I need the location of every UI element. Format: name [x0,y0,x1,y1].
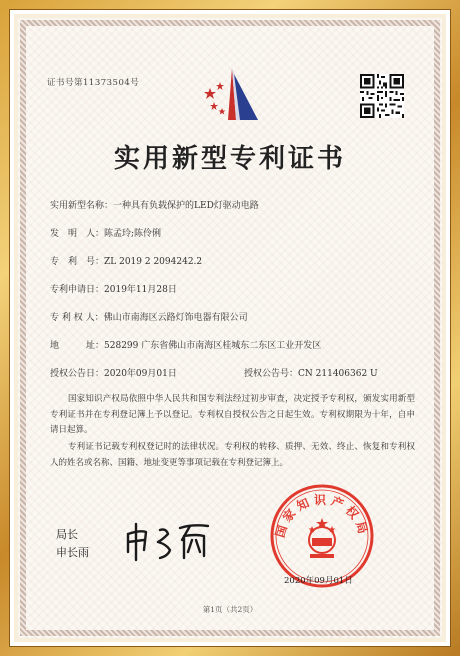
certificate-title: 实用新型专利证书 [113,144,346,174]
address-row [50,338,321,351]
inventor-value: 陈孟玲;陈伶俐 [104,229,162,239]
director-signature-icon [122,520,218,562]
announce-number-value: CN 211406362 U [298,369,378,379]
field-label: 授权公告号： [244,369,299,379]
announce-number-row [244,366,378,379]
patentee-value: 佛山市南海区云路灯饰电器有限公司 [103,313,248,323]
utility-model-name-row [50,198,259,211]
field-label: 实用新型名称： [50,201,114,211]
patent-number-row [50,254,202,267]
field-label: 专利申请日： [50,285,105,295]
director-title: 局长 [56,528,78,541]
filing-date-row [50,282,177,295]
paragraph-legal-status: 专利证书记载专利权登记时的法律状况。专利权的转移、质押、无效、终止、恢复和专利权人的姓名或名称、国籍、地址变更等事项记载在专利登记簿上。 [50,442,415,468]
announce-date-row [50,366,177,379]
field-label: 授权公告日： [50,369,105,379]
field-label: 地 址： [50,341,105,351]
field-label: 发 明 人： [50,229,105,239]
address-value: 528299 广东省佛山市南海区桂城东二东区工业开发区 [104,341,322,351]
director-name: 申长雨 [56,546,89,559]
filing-date-value: 2019年11月28日 [104,285,177,295]
cnipa-logo-icon [198,64,262,124]
field-label: 专 利 号： [50,257,105,267]
inventor-row [50,226,161,239]
qr-code-icon [360,74,404,118]
page-footer: 第1页（共2页） [202,605,258,614]
paragraph-grant: 国家知识产权局依照中华人民共和国专利法经过初步审查，决定授予专利权，颁发实用新型专利证书并在专利登记簿上予以登记。专利权自授权公告之日起生效。专利权期限为十年，自申请日起算。 [50,394,415,435]
field-label: 专 利 权 人： [50,313,104,323]
announce-date-value: 2020年09月01日 [104,369,177,379]
patent-number-value: ZL 2019 2 2094242.2 [104,257,203,267]
seal-text: 国家知识产权局 [272,493,372,540]
seal-date: 2020年09月01日 [284,576,353,586]
patentee-row [50,310,248,323]
utility-model-name: 一种具有负载保护的LED灯驱动电路 [113,201,259,211]
certificate-number: 证书号第11373504号 [47,78,140,88]
